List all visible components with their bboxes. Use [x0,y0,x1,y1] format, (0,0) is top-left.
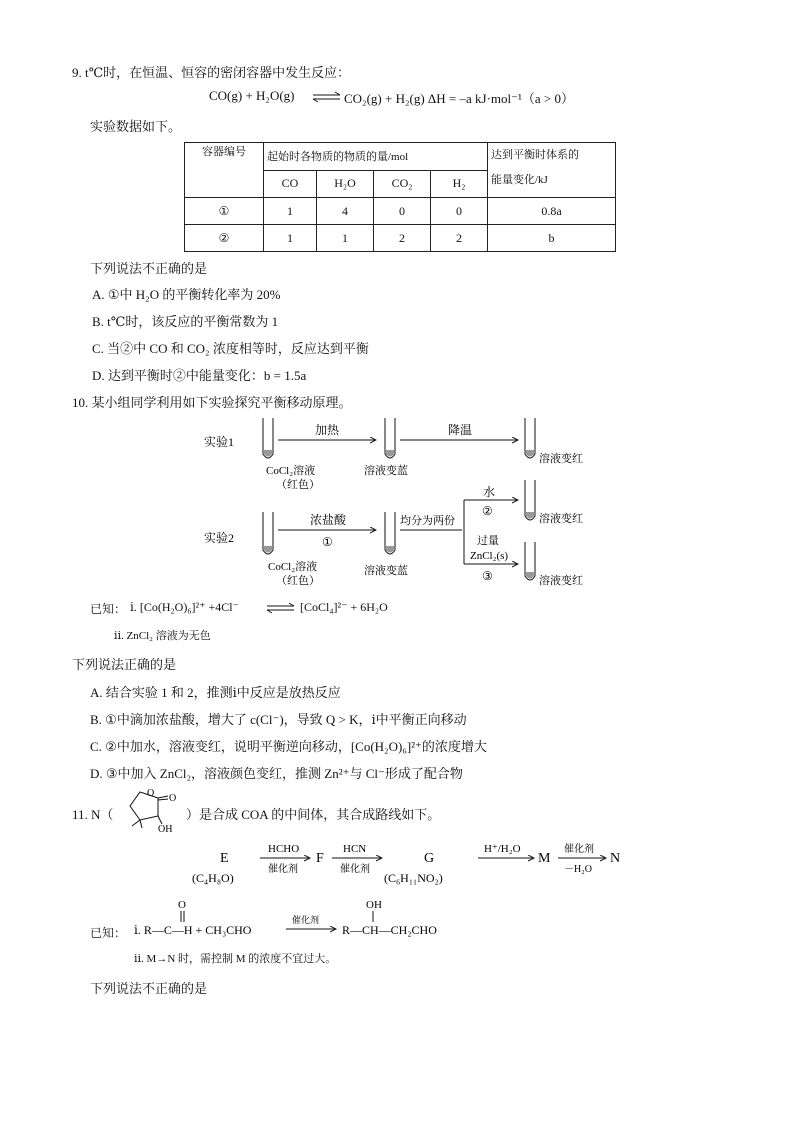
svg-text:催化剂: 催化剂 [292,915,320,925]
q9-reaction-right: CO₂(g) + H₂(g) ΔH = –a kJ·mol⁻¹（a > 0） [344,91,574,106]
q10-known-label: 已知： [90,602,127,616]
equilibrium-arrow-icon [312,91,342,103]
table-col-h2: H₂ [431,170,488,198]
compound-e-formula: (C₄H₈O) [192,871,234,885]
svg-text:O: O [169,793,177,804]
q9-option-d: D. 达到平衡时②中能量变化：b = 1.5a [92,368,307,383]
cocl2-label: CoCl₂溶液 [268,561,318,573]
step1-label: ① [322,535,333,549]
cool-label: 降温 [448,423,473,437]
table-header-initial: 起始时各物质的物质的量/mol [264,143,488,171]
q9-reaction-left: CO(g) + H₂O(g) [209,88,295,103]
q11-stem-b: ）是合成 COA 的中间体，其合成路线如下。 [186,807,441,822]
q10-known-i-left: ⅰ. [Co(H₂O)₆]²⁺ +4Cl⁻ [130,600,239,614]
zncl2-label: ZnCl₂(s) [470,550,509,562]
table-header-container: 容器编号 [185,143,264,198]
test-tube-icon [525,418,535,458]
q11-stem-a: 11. N（ [72,807,114,822]
compound-f: F [316,851,324,866]
q10-option-c: C. ②中加水，溶液变红，说明平衡逆向移动，[Co(H₂O)₆]²⁺的浓度增大 [90,739,487,754]
q11-known-label: 已知： [90,926,127,940]
q10-known-i-right: [CoCl₄]²⁻ + 6H₂O [300,600,388,614]
catalyst-4: 催化剂 [564,844,594,855]
table-col-co2: CO₂ [374,170,431,198]
q9-option-a: A. ①中 H₂O 的平衡转化率为 20% [92,287,281,302]
blue-label: 溶液变蓝 [364,565,408,577]
red-result-label: 溶液变红 [539,575,583,587]
q10-option-d: D. ③中加入 ZnCl₂，溶液颜色变红，推测 Zn²⁺与 Cl⁻形成了配合物 [90,766,463,781]
exp1-label: 实验1 [204,435,235,449]
table-row: ② 1 1 2 2 b [185,225,616,252]
q10-option-a: A. 结合实验 1 和 2，推测ⅰ中反应是放热反应 [90,685,341,700]
table-header-energy: 达到平衡时体系的 能量变化/kJ [488,143,616,198]
compound-n: N [610,851,621,866]
q11-synthesis-route [188,838,638,890]
compound-m: M [538,851,551,866]
svg-text:ⅰ. R—C—H + CH₃CHO: ⅰ. R—C—H + CH₃CHO [134,923,252,937]
test-tube-icon [525,542,535,580]
exp2-label: 实验2 [204,531,235,545]
heat-label: 加热 [315,423,340,437]
dehydration-label: －H₂O [564,864,592,875]
svg-text:OH: OH [366,899,382,911]
water-label: 水 [483,485,496,499]
svg-text:R—CH—CH₂CHO: R—CH—CH₂CHO [342,923,437,937]
blue-label: 溶液变蓝 [364,465,408,477]
svg-text:OH: OH [158,824,173,832]
lactone-structure-icon [118,784,188,832]
red-result-label: 溶液变红 [539,453,583,465]
step2-label: ② [482,504,493,518]
q11-known-reaction [130,896,470,940]
test-tube-icon [385,418,395,458]
svg-text:O: O [147,788,155,799]
q10-stem: 10. 某小组同学利用如下实验探究平衡移动原理。 [72,395,352,410]
q10-experiment-diagram [200,414,600,590]
table-row: ① 1 4 0 0 0.8a [185,198,616,225]
test-tube-icon [525,480,535,520]
catalyst-2: 催化剂 [340,864,370,875]
table-col-h2o: H₂O [317,170,374,198]
split-label: 均分为两份 [400,515,455,527]
step3-label: ③ [482,569,493,583]
compound-g: G [424,851,435,866]
catalyst-1: 催化剂 [268,864,298,875]
q9-stem: 9. t℃时，在恒温、恒容的密闭容器中发生反应： [72,65,351,80]
q11-known-ii: ⅱ. M→N 时，需控制 M 的浓度不宜过大。 [134,953,337,965]
reagent-2: HCN [343,843,367,855]
red-result-label: 溶液变红 [539,513,583,525]
q10-known-ii: ⅱ. ZnCl₂ 溶液为无色 [114,630,211,642]
excess-label: 过量 [477,535,499,547]
q10-ask: 下列说法正确的是 [72,657,177,672]
reagent-3: H⁺/H₂O [484,843,521,855]
q9-intro: 实验数据如下。 [90,119,182,134]
q9-data-table [184,142,616,252]
test-tube-icon [385,512,395,554]
q9-option-b: B. t℃时，该反应的平衡常数为 1 [92,314,279,329]
test-tube-icon [263,418,273,458]
q9-ask: 下列说法不正确的是 [90,261,208,276]
reagent-1: HCHO [268,843,300,855]
red-label: （红色） [276,479,320,491]
svg-text:O: O [178,899,186,911]
compound-g-formula: (C₆H₁₁NO₂) [384,871,443,885]
hcl-label: 浓盐酸 [310,513,347,527]
cocl2-label: CoCl₂溶液 [266,465,316,477]
red-label: （红色） [276,575,320,587]
table-col-co: CO [264,170,317,198]
test-tube-icon [263,512,273,554]
q9-option-c: C. 当②中 CO 和 CO₂ 浓度相等时，反应达到平衡 [92,341,369,356]
equilibrium-arrow-icon [266,602,296,614]
q11-ask: 下列说法不正确的是 [90,981,208,996]
q10-option-b: B. ①中滴加浓盐酸，增大了 c(Cl⁻)，导致 Q > K，ⅰ中平衡正向移动 [90,712,467,727]
compound-e: E [220,851,229,866]
